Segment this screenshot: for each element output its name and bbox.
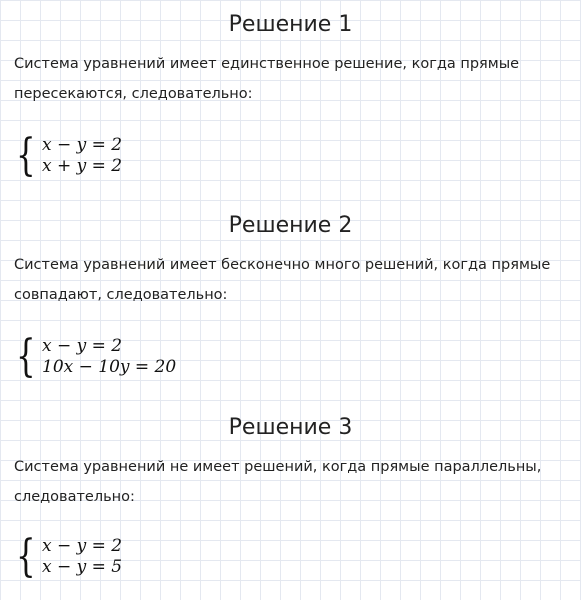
brace-icon: { — [16, 531, 36, 582]
equation-system-3 — [16, 531, 123, 582]
solution-1 — [0, 12, 581, 109]
solution-2 — [0, 213, 581, 310]
equation-2: x − y = 5 — [42, 557, 123, 577]
brace-icon: { — [16, 331, 36, 382]
solution-text-line-2: пересекаются, следовательно: — [14, 86, 253, 102]
equation-1: x − y = 2 — [42, 536, 123, 556]
equation-1: x − y = 2 — [42, 336, 123, 356]
solution-text-line-1: Система уравнений не имеет решений, когда прямые параллельны, — [14, 459, 542, 475]
equation-system-2 — [16, 331, 177, 382]
brace-icon: { — [16, 130, 36, 181]
solution-text-line-1: Система уравнений имеет единственное решение, когда прямые — [14, 56, 520, 72]
solution-title: Решение 2 — [228, 213, 353, 238]
solution-text-line-2: следовательно: — [14, 489, 135, 505]
solution-text-line-2: совпадают, следовательно: — [14, 287, 228, 303]
solution-text — [0, 452, 581, 512]
solution-title: Решение 1 — [228, 12, 353, 37]
solution-text — [0, 49, 581, 109]
solution-text-line-1: Система уравнений имеет бесконечно много решений, когда прямые — [14, 257, 551, 273]
equation-2: 10x − 10y = 20 — [42, 357, 177, 377]
solution-title: Решение 3 — [228, 415, 353, 440]
equation-system-1 — [16, 130, 123, 181]
solution-3 — [0, 415, 581, 512]
equation-1: x − y = 2 — [42, 135, 123, 155]
equation-2: x + y = 2 — [42, 156, 123, 176]
solution-text — [0, 250, 581, 310]
